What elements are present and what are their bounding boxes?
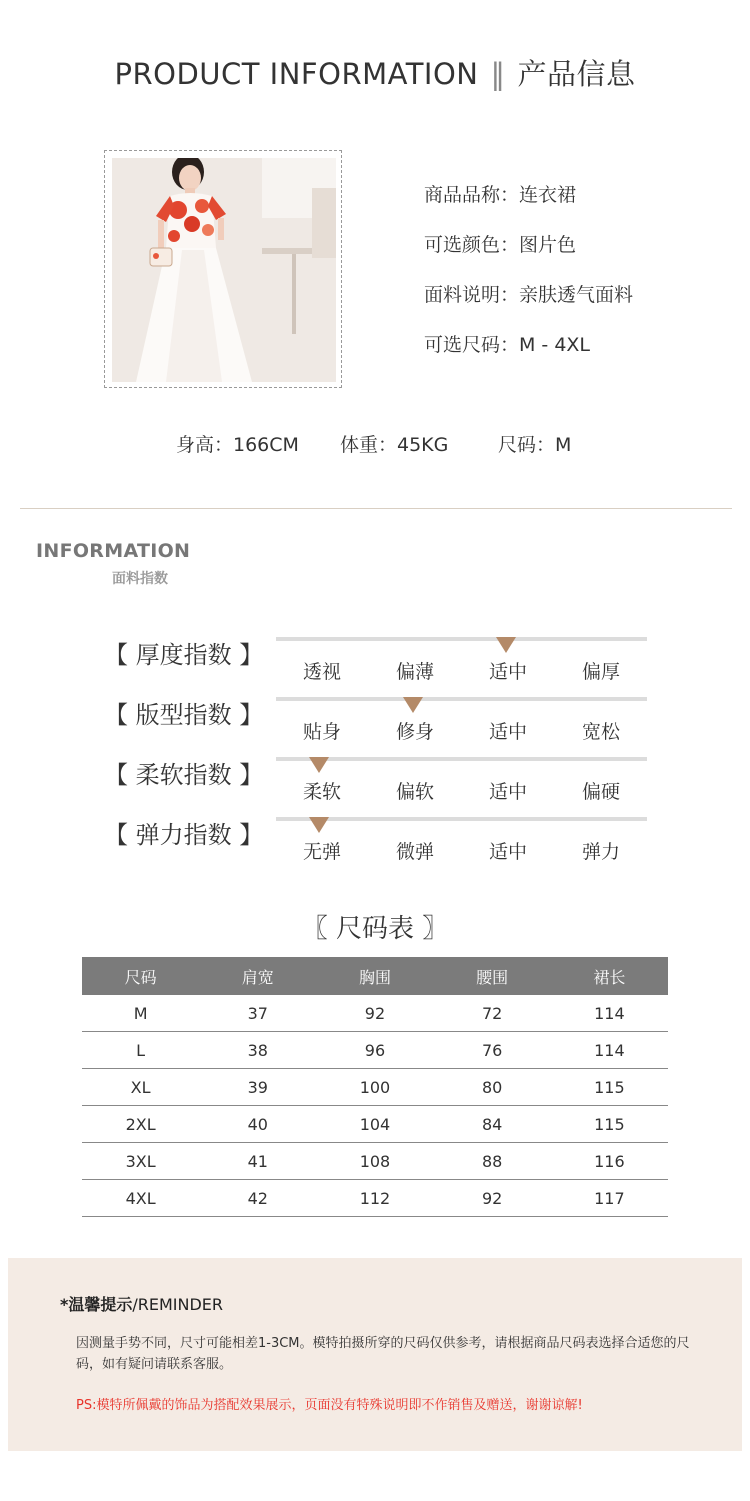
table-cell: 40 (199, 1106, 316, 1143)
fabric-section-title-cn: 面料指数 (112, 571, 168, 587)
index-marker (309, 817, 329, 833)
table-cell: 84 (434, 1106, 551, 1143)
table-cell: 96 (316, 1032, 433, 1069)
table-row (82, 1032, 668, 1069)
index-title: 【 柔软指数 】 (104, 761, 264, 789)
product-photo (112, 158, 336, 382)
index-marker (309, 757, 329, 773)
info-color: 可选颜色：图片色 (424, 234, 577, 256)
index-bar (276, 757, 647, 761)
table-cell: 108 (316, 1143, 433, 1180)
table-cell: 2XL (82, 1106, 199, 1143)
page-header (0, 52, 750, 93)
dress-illustration (112, 158, 336, 382)
table-header-cell: 腰围 (434, 957, 551, 995)
index-option: 透视 (302, 661, 342, 683)
table-row (82, 1069, 668, 1106)
reminder-body: 因测量手势不同，尺寸可能相差1-3CM。模特拍摄所穿的尺码仅供参考，请根据商品尺码表选择合适您的尺码，如有疑问请联系客服。 (76, 1336, 690, 1372)
size-chart-title: 〖 尺码表 〗 (301, 914, 449, 944)
table-cell: 115 (551, 1069, 668, 1106)
index-option: 偏薄 (395, 661, 435, 683)
index-marker (403, 697, 423, 713)
table-row (82, 1143, 668, 1180)
index-title: 【 厚度指数 】 (104, 641, 264, 669)
table-cell: 114 (551, 995, 668, 1032)
index-option: 宽松 (581, 721, 621, 743)
table-cell: L (82, 1032, 199, 1069)
table-header-row (82, 957, 668, 995)
index-option: 适中 (488, 661, 528, 683)
reminder-ps: PS:模特所佩戴的饰品为搭配效果展示，页面没有特殊说明即不作销售及赠送，谢谢谅解! (76, 1398, 583, 1413)
index-option: 适中 (488, 721, 528, 743)
index-option: 弹力 (581, 841, 621, 863)
index-option: 柔软 (302, 781, 342, 803)
table-cell: 37 (199, 995, 316, 1032)
index-option: 适中 (488, 841, 528, 863)
table-cell: 76 (434, 1032, 551, 1069)
table-cell: 38 (199, 1032, 316, 1069)
info-product-name: 商品品称：连衣裙 (424, 184, 577, 206)
table-cell: 92 (434, 1180, 551, 1217)
table-cell: 116 (551, 1143, 668, 1180)
table-header-cell: 裙长 (551, 957, 668, 995)
table-cell: 3XL (82, 1143, 199, 1180)
info-sizes: 可选尺码：M - 4XL (424, 334, 591, 356)
table-cell: 114 (551, 1032, 668, 1069)
header-separator: ‖ (490, 57, 506, 91)
index-option: 微弹 (395, 841, 435, 863)
table-cell: 42 (199, 1180, 316, 1217)
index-option: 无弹 (302, 841, 342, 863)
table-cell: 115 (551, 1106, 668, 1143)
table-header-cell: 胸围 (316, 957, 433, 995)
index-title: 【 弹力指数 】 (104, 821, 264, 849)
index-title: 【 版型指数 】 (104, 701, 264, 729)
reminder-title-cn: *温馨提示 (60, 1295, 133, 1314)
reminder-title-en: /REMINDER (132, 1295, 224, 1314)
table-cell: 117 (551, 1180, 668, 1217)
index-bar (276, 637, 647, 641)
size-chart-table (82, 957, 668, 1217)
index-thickness (0, 637, 750, 697)
index-elasticity (0, 817, 750, 877)
header-title-cn: 产品信息 (517, 57, 636, 91)
table-cell: XL (82, 1069, 199, 1106)
index-option: 偏厚 (581, 661, 621, 683)
index-option: 修身 (395, 721, 435, 743)
header-title-en: PRODUCT INFORMATION (114, 57, 479, 91)
table-cell: 41 (199, 1143, 316, 1180)
table-cell: 39 (199, 1069, 316, 1106)
table-cell: 88 (434, 1143, 551, 1180)
table-cell: 80 (434, 1069, 551, 1106)
section-divider (20, 508, 732, 509)
table-cell: 100 (316, 1069, 433, 1106)
table-header-cell: 尺码 (82, 957, 199, 995)
index-marker (496, 637, 516, 653)
index-bar (276, 697, 647, 701)
index-softness (0, 757, 750, 817)
table-header-cell: 肩宽 (199, 957, 316, 995)
index-option: 适中 (488, 781, 528, 803)
table-row (82, 1106, 668, 1143)
table-row (82, 995, 668, 1032)
model-weight: 体重：45KG (340, 434, 449, 456)
table-row (82, 1180, 668, 1217)
reminder-title (60, 1292, 223, 1315)
index-fit (0, 697, 750, 757)
table-cell: M (82, 995, 199, 1032)
info-fabric: 面料说明：亲肤透气面料 (424, 284, 634, 306)
table-cell: 4XL (82, 1180, 199, 1217)
index-bar (276, 817, 647, 821)
index-option: 偏硬 (581, 781, 621, 803)
table-cell: 112 (316, 1180, 433, 1217)
table-cell: 104 (316, 1106, 433, 1143)
fabric-section-title-en: INFORMATION (36, 540, 191, 562)
table-cell: 72 (434, 995, 551, 1032)
model-size: 尺码：M (498, 434, 572, 456)
index-option: 贴身 (302, 721, 342, 743)
model-height: 身高：166CM (176, 434, 299, 456)
index-option: 偏软 (395, 781, 435, 803)
table-cell: 92 (316, 995, 433, 1032)
product-info-list (424, 180, 633, 380)
